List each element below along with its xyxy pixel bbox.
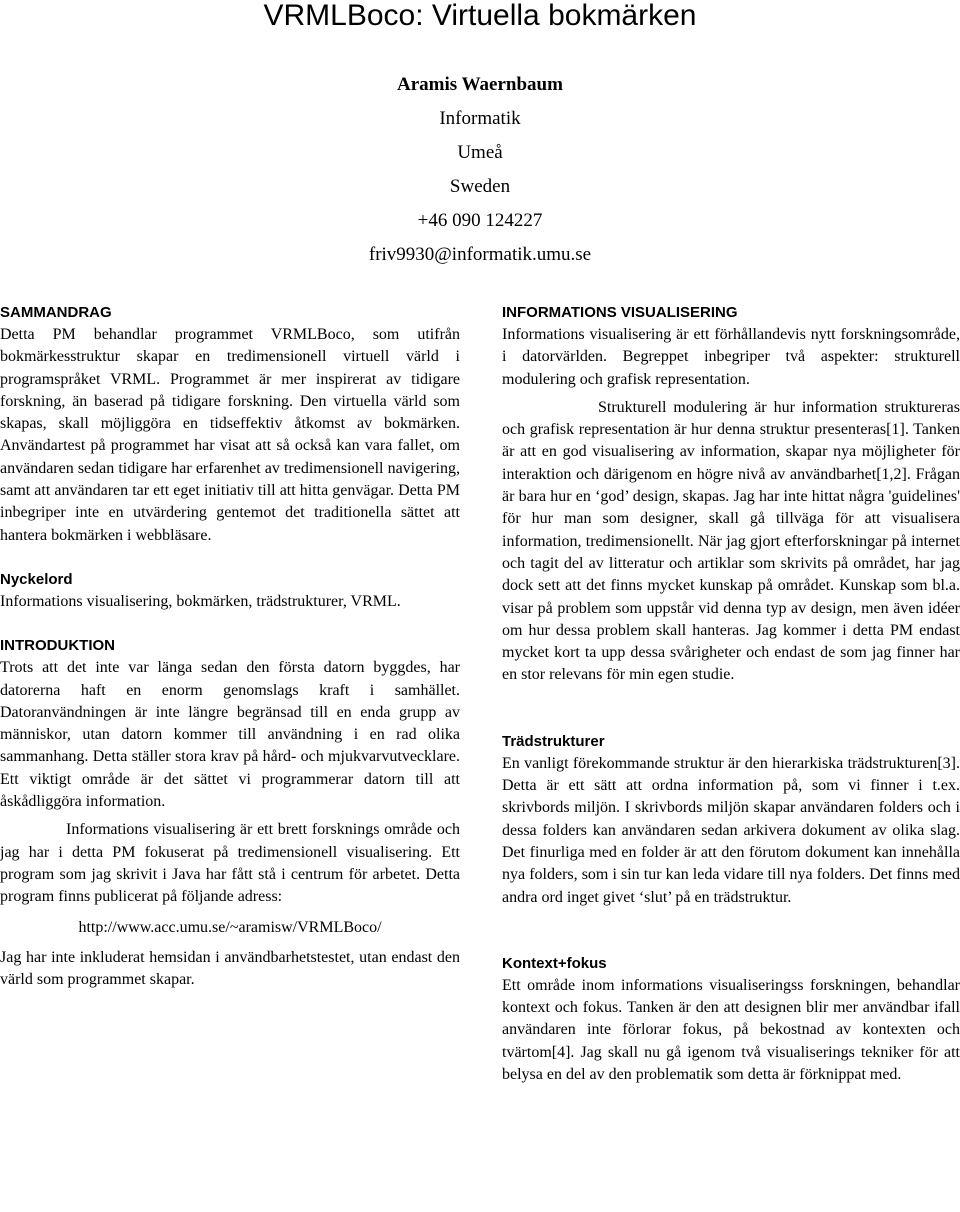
author-country: Sweden (449, 176, 511, 197)
informations-visualisering-heading: INFORMATIONS VISUALISERING (502, 304, 738, 321)
author-name: Aramis Waernbaum (397, 74, 563, 95)
informations-visualisering-paragraph-1: Informations visualisering är ett förhållandevis nytt forskningsområde, i datorvärlden. Begreppet inbegriper två aspekter: strukturell modulering och grafisk representation. (502, 326, 960, 388)
tradstrukturer-heading: Trädstrukturer (502, 732, 605, 750)
paper-title: VRMLBoco: Virtuella bokmärken (263, 0, 697, 32)
author-phone: +46 090 124227 (417, 210, 543, 231)
author-block (0, 68, 960, 272)
kontext-fokus-text: Ett område inom informations visualiseringss forskningen, behandlar kontext och fokus. Tanken är den att designen blir mer användbar ifall användaren inte förlorar fokus, på bekostnad av kontexten och tvärtom[4]. Jag skall nu gå igenom två visualiserings tekniker för att belysa en del av den problematik som detta är förknippat med. (502, 976, 960, 1084)
tradstrukturer-text: En vanligt förekommande struktur är den hierarkiska trädstrukturen[3]. Detta är ett sätt att ordna information på, som vi finner i t.ex. skrivbords miljön. I skrivbords miljön skapar användaren folders och i dessa folders kan användaren sedan arkivera dokument av olika slag. Det finurliga med en folder är att den förutom dokument kan innehålla nya folders, som i sin tur kan leda vidare till nya folders. Det finns med andra ord inget givet ‘slut’ på en trädstruktur. (502, 754, 960, 906)
introduktion-paragraph-2: Informations visualisering är ett brett forsknings område och jag har i detta PM fokuserat på tredimensionell visualisering. Ett program som jag skrivit i Java har fått stå i centrum för arbetet. Detta program finns publicerat på följande adress: (0, 821, 460, 906)
left-column (0, 302, 460, 991)
right-column (502, 302, 960, 1086)
author-city: Umeå (457, 142, 503, 163)
program-url: http://www.acc.umu.se/~aramisw/VRMLBoco/ (78, 918, 382, 936)
sammandrag-text: Detta PM behandlar programmet VRMLBoco, som utifrån bokmärkesstruktur skapar en tredimensionell virtuell värld i programspråket VRML. Programmet är mer inspirerat av tidigare forskning, än baserad på tidigare forskning. Den virtuella värld som skapas, skall möjliggöra en tidseffektiv åtkomst av bokmärken. Användartest på programmet har visat att så också kan vara fallet, om användaren sedan tidigare har erfarenhet av tredimensionell navigering, samt att användaren tar ett eget initiativ till att hitta genvägar. Detta PM inbegriper inte en utvärdering gentemot det traditionella sättet att hantera bokmärken i webbläsare. (0, 326, 460, 544)
introduktion-heading: INTRODUKTION (0, 637, 115, 655)
nyckelord-heading: Nyckelord (0, 570, 73, 588)
author-email: friv9930@informatik.umu.se (368, 244, 592, 265)
introduktion-paragraph-3: Jag har inte inkluderat hemsidan i användbarhetstestet, utan endast den värld som programmet skapar. (0, 948, 460, 989)
nyckelord-text: Informations visualisering, bokmärken, trädstrukturer, VRML. (0, 592, 401, 610)
kontext-fokus-heading: Kontext+fokus (502, 954, 607, 972)
introduktion-paragraph-1: Trots att det inte var länga sedan den första datorn byggdes, har datorerna haft en enorm genomslags kraft i samhället. Datoranvändningen är inte längre begränsad till en enda grupp av människor, utan datorn kommer till användning i en rad olika sammanhang. Detta ställer stora krav på hård- och mjukvarvutvecklare. Ett viktigt område är det sättet vi programmerar datorn till att åskådliggöra information. (0, 659, 460, 811)
sammandrag-heading: SAMMANDRAG (0, 304, 112, 321)
informations-visualisering-paragraph-2: Strukturell modulering är hur information struktureras och grafisk representation är hur denna struktur presenteras[1]. Tanken är att en god visualisering av information, skapar nya möjligheter för interaktion och därigenom en högre nivå av användbarhet[1,2]. Frågan är bara hur en ‘god’ design, skapas. Jag har inte hittat några 'guidelines' för hur man som designer, skall gå tillväga för att visualisera information, tredimensionellt. När jag gjort efterforskningar på internet och tagit del av litteratur och artiklar som skrivits på området, har jag dock sett att det finns mycket kunskap på området. Kunskap som bl.a. visar på problem som uppstår vid denna typ av design, men även idéer om hur dessa problem skall hanteras. Jag kommer i detta PM endast mycket kort ta upp dessa svårigheter och endast de som jag finner har en stor relevans för min egen studie. (502, 398, 960, 684)
author-department: Informatik (439, 108, 521, 129)
